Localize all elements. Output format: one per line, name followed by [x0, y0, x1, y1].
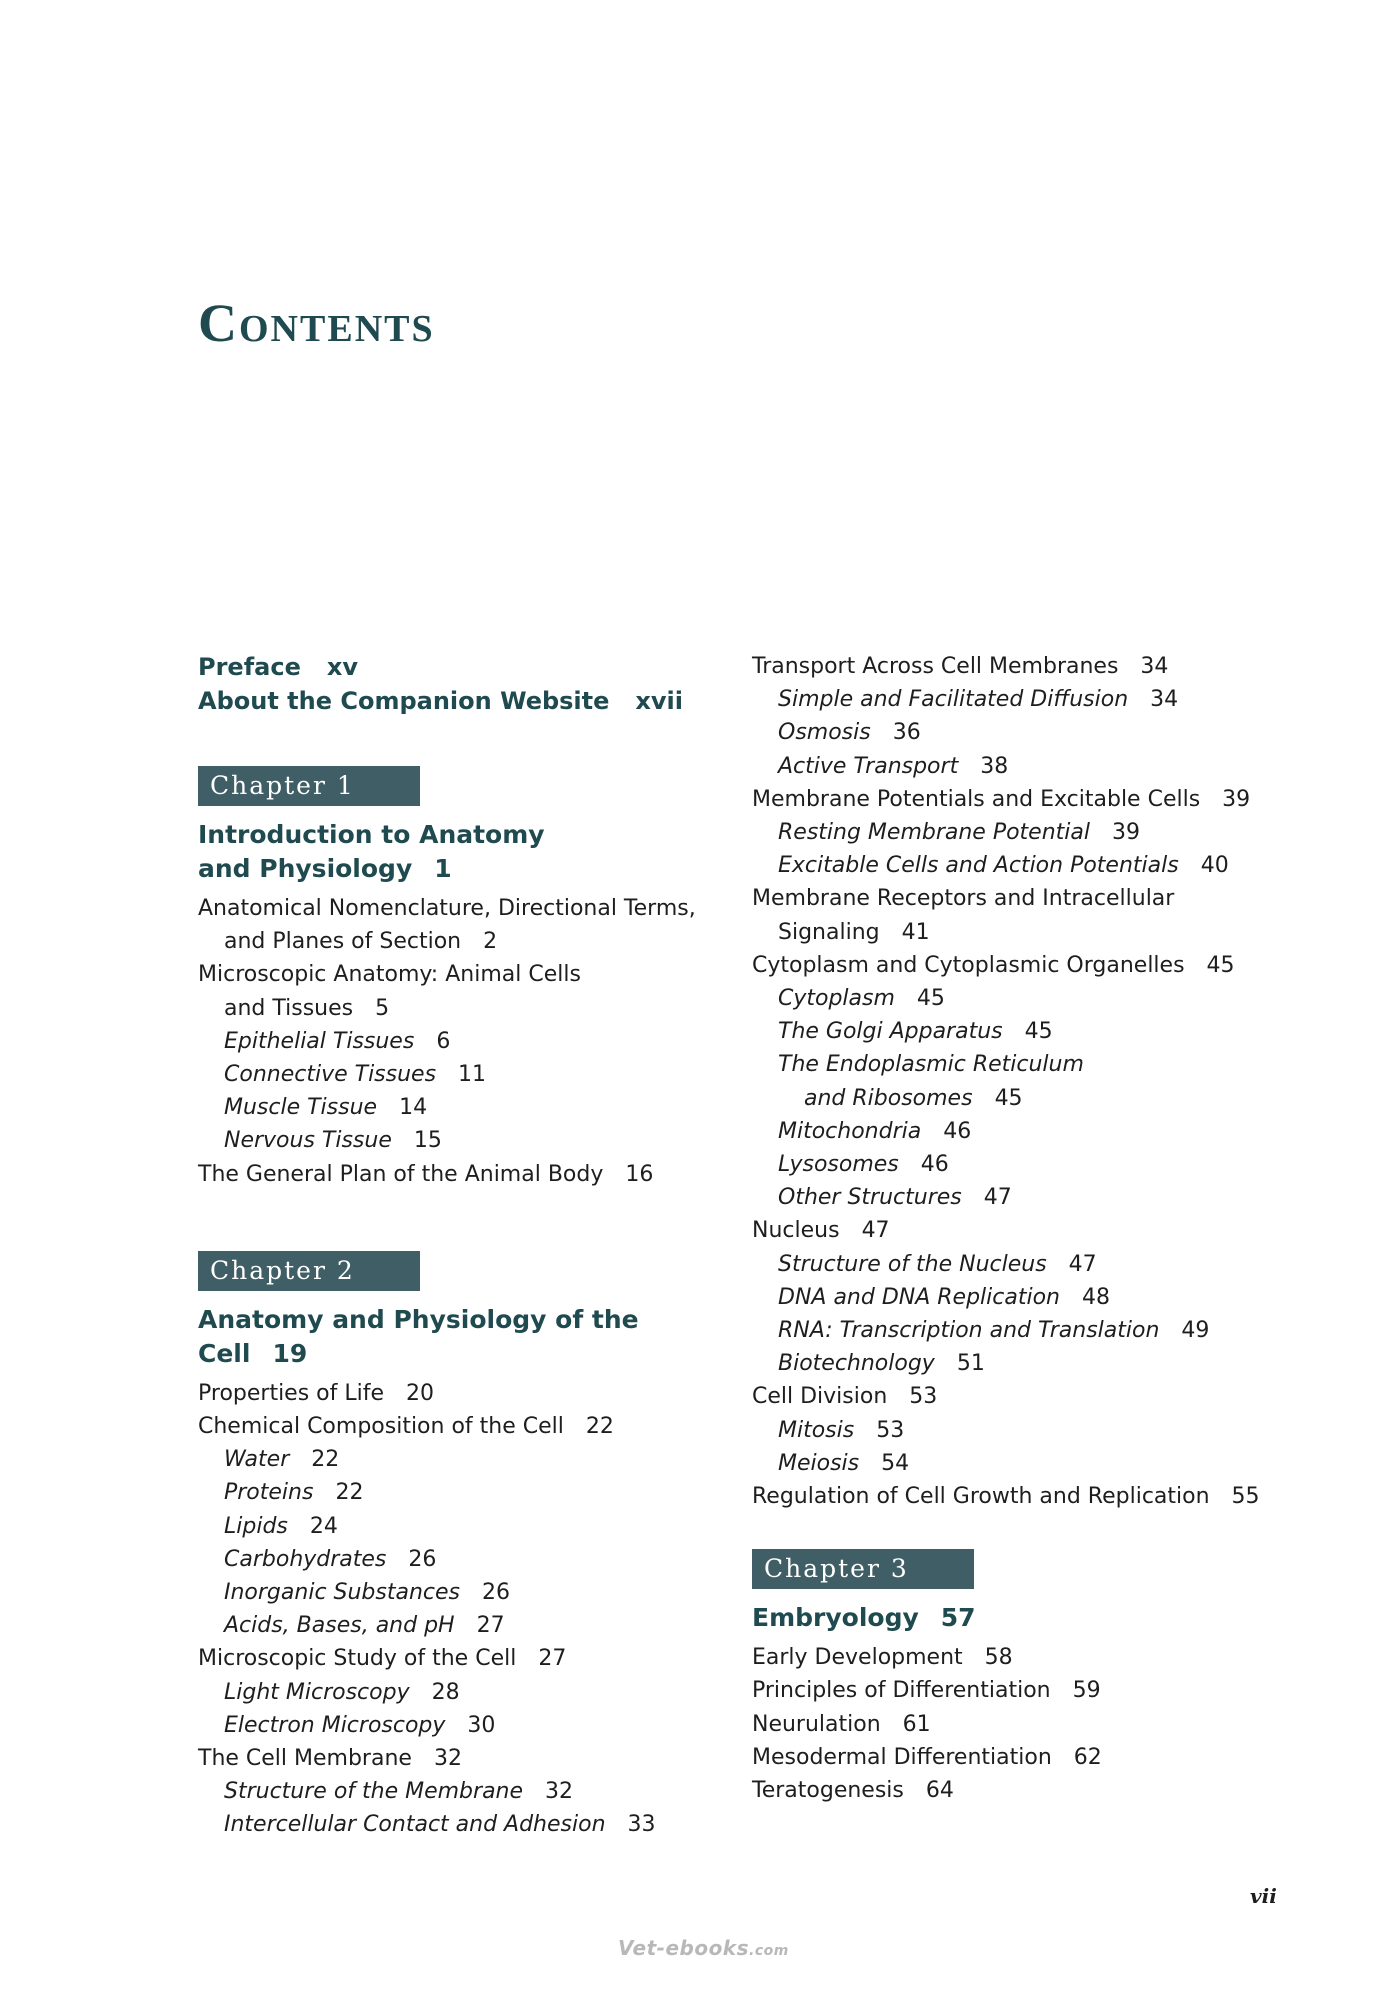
toc-entry-text: Acids, Bases, and pH: [224, 1613, 455, 1639]
toc-entry-page: 32: [433, 1746, 462, 1772]
toc-entry-page: 47: [861, 1218, 890, 1244]
toc-entry-text: The Endoplasmic Reticulum: [778, 1052, 1084, 1078]
toc-entry-text: Anatomical Nomenclature, Directional Terms,: [198, 896, 696, 921]
front-matter-companion-website[interactable]: [198, 684, 728, 718]
toc-entry-text: Regulation of Cell Growth and Replication: [752, 1484, 1210, 1510]
toc-entry-text: Muscle Tissue: [224, 1095, 378, 1121]
toc-subentry[interactable]: [752, 1447, 1312, 1480]
toc-entry-page: 20: [406, 1380, 435, 1406]
toc-subentry[interactable]: [198, 1443, 728, 1476]
toc-entry[interactable]: [752, 882, 1312, 915]
watermark-text: Vet-ebooks: [618, 1936, 750, 1960]
toc-entry-text: Connective Tissues: [224, 1062, 437, 1088]
chapter-1-title[interactable]: [198, 818, 728, 886]
toc-entry-page: 34: [1140, 654, 1169, 679]
toc-entry-text: Proteins: [224, 1480, 314, 1506]
front-matter-page: xvii: [635, 687, 683, 715]
toc-entry[interactable]: [752, 1380, 1312, 1413]
toc-entry-page: 27: [476, 1613, 505, 1639]
toc-entry[interactable]: [752, 783, 1312, 816]
toc-entry-page: 36: [892, 720, 921, 746]
toc-entry-page: 27: [538, 1646, 567, 1672]
toc-entry-text: and Planes of Section: [224, 929, 462, 955]
toc-entry-text: Cytoplasm: [778, 986, 895, 1012]
toc-entry-page: 64: [925, 1778, 954, 1804]
chapter-title-line: Embryology: [752, 1603, 919, 1633]
toc-subentry[interactable]: [752, 1281, 1312, 1314]
toc-entry-page: 51: [956, 1351, 985, 1377]
toc-subentry[interactable]: [752, 849, 1312, 882]
toc-subentry[interactable]: [752, 1181, 1312, 1214]
chapter-1-entries: [198, 892, 728, 1191]
toc-entry-text: Nucleus: [752, 1218, 840, 1244]
toc-entry-page: 34: [1150, 687, 1179, 713]
toc-subentry[interactable]: [752, 1015, 1312, 1048]
chapter-page: 57: [940, 1603, 976, 1633]
toc-entry-page: 24: [309, 1513, 338, 1539]
toc-entry-text: Osmosis: [778, 720, 871, 746]
toc-entry-text: Teratogenesis: [752, 1778, 904, 1804]
toc-entry-text: and Ribosomes: [804, 1085, 973, 1111]
toc-subentry[interactable]: [752, 1347, 1312, 1380]
toc-entry-page: 61: [902, 1711, 931, 1737]
toc-subentry[interactable]: [752, 1048, 1312, 1081]
toc-entry-text: Signaling: [778, 919, 880, 945]
toc-entry-text: RNA: Transcription and Translation: [778, 1318, 1160, 1344]
toc-entry-text: Mesodermal Differentiation: [752, 1744, 1052, 1770]
toc-entry[interactable]: [752, 1641, 1312, 1674]
toc-entry-text: Properties of Life: [198, 1380, 385, 1406]
chapter-2-title[interactable]: [198, 1303, 728, 1371]
toc-subentry[interactable]: [198, 1808, 728, 1841]
toc-entry[interactable]: [752, 949, 1312, 982]
toc-entry-page: 45: [1024, 1019, 1053, 1045]
front-matter-label: Preface: [198, 653, 301, 681]
toc-entry-text: Microscopic Study of the Cell: [198, 1646, 517, 1672]
toc-entry-text: Resting Membrane Potential: [778, 820, 1090, 846]
toc-subentry[interactable]: [752, 1414, 1312, 1447]
toc-subentry[interactable]: [752, 683, 1312, 716]
toc-entry[interactable]: [752, 1674, 1312, 1707]
toc-entry-text: Biotechnology: [778, 1351, 935, 1377]
toc-entry-page: 38: [980, 753, 1009, 779]
toc-entry-page: 39: [1222, 786, 1251, 812]
toc-entry-page: 45: [916, 986, 945, 1012]
front-matter-preface[interactable]: [198, 650, 728, 684]
toc-entry-page: 22: [335, 1480, 364, 1506]
chapter-2-entries-right: [752, 650, 1312, 1513]
toc-subentry[interactable]: [752, 1115, 1312, 1148]
toc-subentry[interactable]: [752, 1314, 1312, 1347]
toc-entry-page: 47: [983, 1185, 1012, 1211]
toc-entry[interactable]: [752, 1480, 1312, 1513]
front-matter-page: xv: [326, 653, 358, 681]
page-title: Contents: [198, 293, 435, 353]
toc-entry-page: 55: [1231, 1484, 1260, 1510]
toc-subentry[interactable]: [198, 1058, 728, 1091]
toc-entry-page: 22: [585, 1414, 614, 1440]
toc-entry-text: Excitable Cells and Action Potentials: [778, 853, 1179, 879]
toc-entry-page: 53: [909, 1384, 938, 1410]
toc-entry-text: Light Microscopy: [224, 1679, 410, 1705]
toc-subentry[interactable]: [752, 750, 1312, 783]
watermark-suffix: .com: [749, 1943, 789, 1959]
toc-entry-text: Inorganic Substances: [224, 1580, 461, 1606]
toc-entry[interactable]: [752, 1708, 1312, 1741]
toc-entry-text: Mitosis: [778, 1417, 855, 1443]
toc-entry-text: Simple and Facilitated Diffusion: [778, 687, 1129, 713]
toc-subentry[interactable]: [198, 1543, 728, 1576]
toc-entry-page: 41: [901, 919, 930, 945]
chapter-page: 1: [434, 854, 452, 883]
toc-entry[interactable]: [752, 1741, 1312, 1774]
toc-entry-page: 46: [943, 1118, 972, 1144]
toc-entry-text: The Golgi Apparatus: [778, 1019, 1003, 1045]
toc-entry-page: 32: [545, 1779, 574, 1805]
toc-entry-page: 16: [625, 1161, 654, 1187]
toc-entry-text: Intercellular Contact and Adhesion: [224, 1812, 606, 1838]
chapter-2-label: Chapter 2: [198, 1251, 420, 1291]
toc-entry-text: and Tissues: [224, 995, 354, 1021]
toc-entry-page: 26: [408, 1546, 437, 1572]
toc-subentry[interactable]: [752, 816, 1312, 849]
toc-subentry[interactable]: [752, 1082, 1312, 1115]
toc-entry-text: The Cell Membrane: [198, 1746, 412, 1772]
toc-entry-text: Lysosomes: [778, 1152, 899, 1178]
toc-subentry[interactable]: [198, 1576, 728, 1609]
front-matter-label: About the Companion Website: [198, 687, 610, 715]
toc-entry[interactable]: [198, 1742, 728, 1775]
toc-entry[interactable]: [752, 650, 1312, 683]
toc-entry-page: 62: [1073, 1744, 1102, 1770]
toc-entry[interactable]: [752, 1774, 1312, 1807]
toc-entry-page: 48: [1082, 1284, 1110, 1310]
toc-subentry[interactable]: [198, 1775, 728, 1808]
toc-entry-text: Membrane Potentials and Excitable Cells: [752, 786, 1201, 812]
toc-entry-page: 6: [436, 1028, 451, 1054]
chapter-1-label: Chapter 1: [198, 766, 420, 806]
chapter-3-label: Chapter 3: [752, 1549, 974, 1589]
toc-entry-page: 46: [920, 1152, 949, 1178]
toc-entry-text: Principles of Differentiation: [752, 1678, 1051, 1704]
toc-subentry[interactable]: [198, 1025, 728, 1058]
toc-entry[interactable]: [198, 1377, 728, 1410]
toc-entry-text: Mitochondria: [778, 1118, 922, 1144]
toc-entry-text: Nervous Tissue: [224, 1128, 392, 1154]
toc-entry-page: 40: [1200, 853, 1229, 879]
toc-entry-page: 22: [311, 1447, 340, 1473]
toc-entry-page: 28: [431, 1679, 460, 1705]
toc-subentry[interactable]: [752, 1148, 1312, 1181]
toc-entry-text: Early Development: [752, 1645, 963, 1671]
toc-subentry[interactable]: [198, 1124, 728, 1157]
toc-subentry[interactable]: [198, 1676, 728, 1709]
toc-entry-text: Water: [224, 1447, 290, 1473]
toc-subentry[interactable]: [198, 1609, 728, 1642]
toc-entry-text: Cytoplasm and Cytoplasmic Organelles: [752, 952, 1185, 978]
toc-entry[interactable]: [198, 1158, 728, 1191]
toc-entry-text: Electron Microscopy: [224, 1712, 446, 1738]
toc-entry-text: Structure of the Nucleus: [778, 1251, 1047, 1277]
toc-entry-page: 39: [1112, 820, 1140, 846]
toc-right-column: [752, 650, 1312, 1807]
toc-entry-page: 59: [1072, 1678, 1101, 1704]
chapter-page: 19: [272, 1338, 308, 1368]
toc-entry[interactable]: [752, 1214, 1312, 1247]
toc-entry-page: 14: [399, 1095, 428, 1121]
toc-entry-page: 49: [1181, 1318, 1210, 1344]
toc-entry-text: Structure of the Membrane: [224, 1779, 524, 1805]
toc-left-column: [198, 650, 728, 1842]
toc-entry-text: Lipids: [224, 1513, 288, 1539]
toc-entry[interactable]: [198, 925, 728, 958]
toc-entry-text: DNA and DNA Replication: [778, 1284, 1060, 1310]
toc-subentry[interactable]: [752, 982, 1312, 1015]
toc-entry-text: Microscopic Anatomy: Animal Cells: [198, 962, 581, 988]
toc-entry-page: 2: [483, 929, 498, 955]
chapter-2-entries-left: [198, 1377, 728, 1842]
chapter-title-line: Anatomy and Physiology of the Cell: [198, 1304, 639, 1368]
toc-entry-text: Meiosis: [778, 1450, 860, 1476]
chapter-title-line: and Physiology: [198, 854, 413, 883]
toc-entry-text: The General Plan of the Animal Body: [198, 1161, 604, 1187]
toc-entry-text: Carbohydrates: [224, 1546, 387, 1572]
toc-subentry[interactable]: [198, 1709, 728, 1742]
toc-entry[interactable]: [198, 992, 728, 1025]
toc-entry-page: 11: [458, 1062, 487, 1088]
toc-entry-text: Active Transport: [778, 753, 959, 779]
toc-entry-page: 33: [627, 1812, 656, 1838]
toc-subentry[interactable]: [752, 716, 1312, 749]
toc-entry-page: 26: [482, 1580, 511, 1606]
toc-entry-page: 53: [876, 1417, 905, 1443]
toc-subentry[interactable]: [198, 1476, 728, 1509]
toc-entry-page: 45: [1206, 952, 1235, 978]
toc-entry-text: Chemical Composition of the Cell: [198, 1414, 564, 1440]
chapter-title-line: Introduction to Anatomy: [198, 820, 545, 849]
toc-subentry[interactable]: [198, 1510, 728, 1543]
toc-entry[interactable]: [198, 1410, 728, 1443]
toc-entry-page: 15: [413, 1128, 442, 1154]
toc-entry-page: 54: [881, 1450, 910, 1476]
toc-entry-text: Epithelial Tissues: [224, 1028, 415, 1054]
toc-entry-text: Cell Division: [752, 1384, 888, 1410]
chapter-3-entries: [752, 1641, 1312, 1807]
toc-entry[interactable]: [198, 1642, 728, 1675]
toc-entry[interactable]: [198, 958, 728, 991]
toc-subentry[interactable]: [198, 1091, 728, 1124]
toc-entry-page: 58: [984, 1645, 1013, 1671]
toc-entry-text: Neurulation: [752, 1711, 881, 1737]
toc-entry-page: 30: [467, 1712, 496, 1738]
toc-entry-page: 45: [994, 1085, 1023, 1111]
chapter-3-title[interactable]: [752, 1601, 1312, 1635]
toc-subentry[interactable]: [752, 1248, 1312, 1281]
toc-entry[interactable]: [198, 892, 728, 925]
toc-entry-text: Transport Across Cell Membranes: [752, 654, 1119, 679]
toc-entry[interactable]: [752, 916, 1312, 949]
toc-entry-page: 47: [1068, 1251, 1097, 1277]
page-number: vii: [1250, 1884, 1277, 1908]
toc-entry-text: Membrane Receptors and Intracellular: [752, 886, 1175, 912]
toc-entry-text: Other Structures: [778, 1185, 962, 1211]
watermark-logo: [618, 1936, 789, 1960]
toc-entry-page: 5: [375, 995, 390, 1021]
